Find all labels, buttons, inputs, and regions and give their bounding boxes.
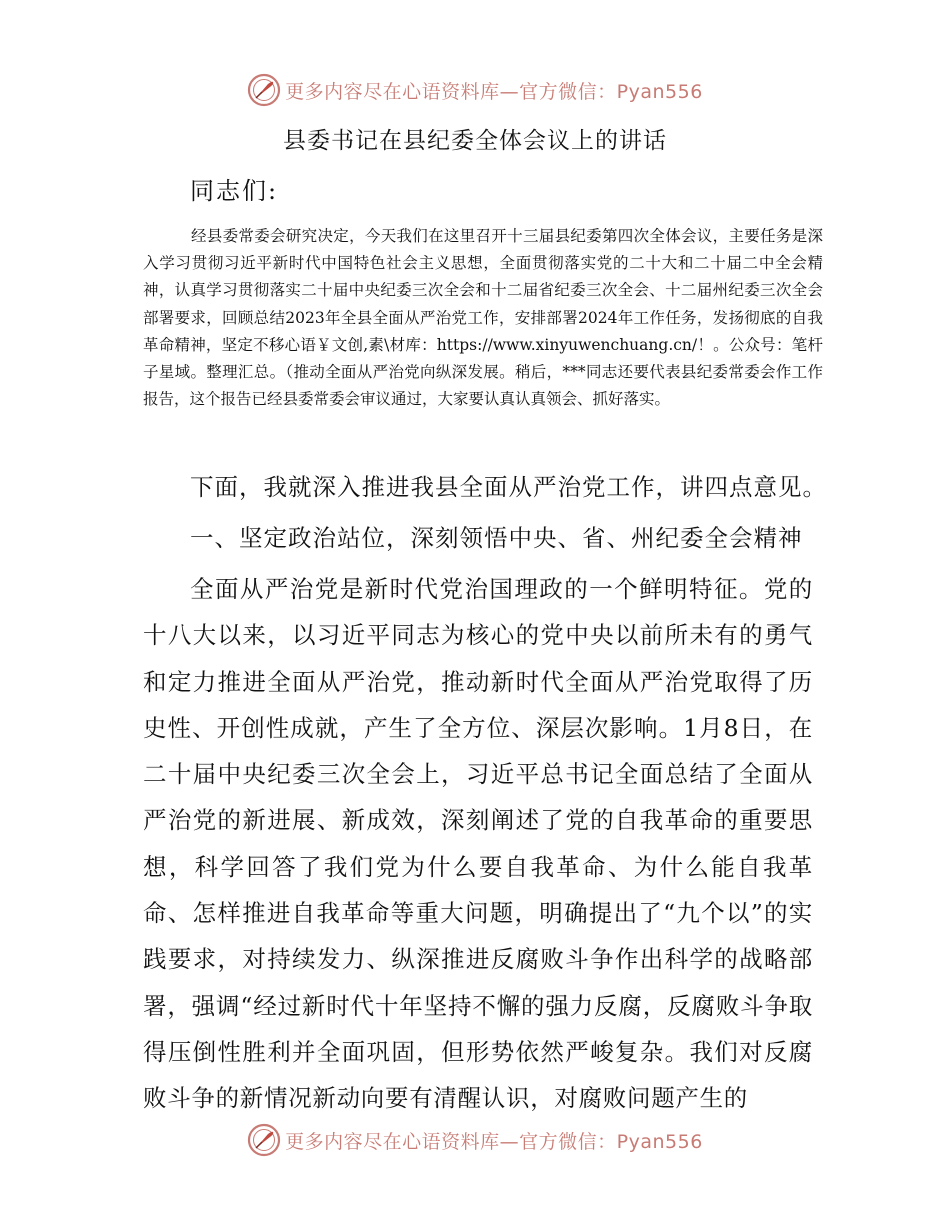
quill-pen-icon: [247, 73, 281, 107]
lead-line: 下面，我就深入推进我县全面从严治党工作，讲四点意见。: [190, 473, 827, 501]
salutation: 同志们:: [190, 177, 279, 205]
section-heading: 一、坚定政治站位，深刻领悟中央、省、州纪委全会精神: [190, 524, 803, 552]
footer-watermark: [0, 1120, 950, 1160]
document-title: 县委书记在县纪委全体会议上的讲话: [283, 128, 667, 154]
intro-paragraph: 经县委常委会研究决定，今天我们在这里召开十三届县纪委第四次全体会议，主要任务是深入学习贯彻习近平新时代中国特色社会主义思想，全面贯彻落实党的二十大和二十届二中全会精神，认真学习贯彻落实二十届中央纪委三次全会和十二届省纪委三次全会、十二届州纪委三次全会部署要求，回顾总结2023年全县全面从严治党工作，安排部署2024年工作任务，发扬彻底的自我革命精神，坚定不移心语￥文创,素\材库：https://www.xinyuwenchuang.cn/！。公众号：笔杆子星域。整理汇总。（推动全面从严治党向纵深发展。稍后，***同志还要代表县纪委常委会作工作报告，这个报告已经县委常委会审议通过，大家要认真认真领会、抓好落实。: [143, 227, 823, 409]
watermark-text: 更多内容尽在心语资料库—官方微信：Pyan556: [285, 1130, 703, 1153]
header-watermark: [0, 70, 950, 110]
quill-pen-icon: [247, 1123, 281, 1157]
body-paragraph: 全面从严治党是新时代党治国理政的一个鲜明特征。党的十八大以来，以习近平同志为核心的党中央以前所未有的勇气和定力推进全面从严治党，推动新时代全面从严治党取得了历史性、开创性成就，产生了全方位、深层次影响。1月8日，在二十届中央纪委三次全会上，习近平总书记全面总结了全面从严治党的新进展、新成效，深刻阐述了党的自我革命的重要思想，科学回答了我们党为什么要自我革命、为什么能自我革命、怎样推进自我革命等重大问题，明确提出了“九个以”的实践要求，对持续发力、纵深推进反腐败斗争作出科学的战略部署，强调“经过新时代十年坚持不懈的强力反腐，反腐败斗争取得压倒性胜利并全面巩固，但形势依然严峻复杂。我们对反腐败斗争的新情况新动向要有清醒认识，对腐败问题产生的: [143, 575, 813, 1113]
watermark-text: 更多内容尽在心语资料库—官方微信：Pyan556: [285, 80, 703, 103]
